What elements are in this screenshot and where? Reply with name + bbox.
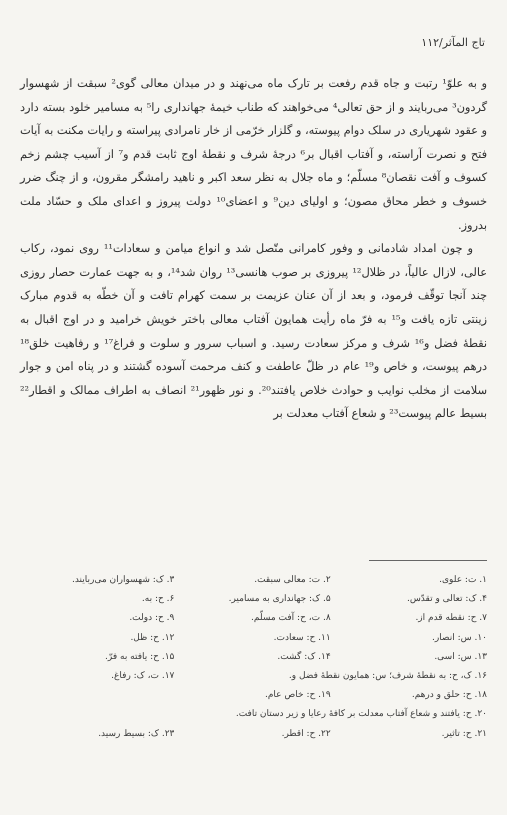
footnote: ۱۲. ح: ظل. xyxy=(130,632,175,643)
footnote: ۷. ح: نقطه قدم از. xyxy=(415,613,487,624)
footnote xyxy=(18,686,174,705)
footnote-long: ۲۰. ح: یافتند و شعاع آفتاب معدلت بر کافهٔ رعایا و زیر دستان تافت. xyxy=(235,709,487,720)
footnote: ۵. ک: جهانداری به مسامیر. xyxy=(228,594,331,605)
footnote: ۲. ت: معالی سبقت. xyxy=(254,575,331,585)
footnote: ۱۱. ح: سعادت. xyxy=(273,632,331,643)
footnote-row xyxy=(18,648,487,667)
footnote: ۱۸. ح: حلق و درهم. xyxy=(411,690,487,701)
footnote: ۴. ک: تعالی و تقدّس. xyxy=(406,594,487,605)
footnote: ۱۷. ت، ک: رفاغ. xyxy=(111,671,175,682)
footnote: ۳. ک: شهسواران می‌ربایند. xyxy=(71,575,175,585)
footnote-row xyxy=(18,609,487,628)
footnote-separator xyxy=(369,560,487,561)
footnote: ۱۰. س: انصار. xyxy=(431,632,487,643)
footnote: ۱۳. س: اسی. xyxy=(434,651,487,662)
footnote-row xyxy=(18,571,487,590)
footnote: ۸. ت، ح: آفت مسلّم. xyxy=(251,613,331,624)
footnote-row xyxy=(18,667,487,686)
paragraph-1: و به علوّ¹ رتبت و جاه قدم رفعت بر تارک ماه می‌نهند و در میدان معالی گوی² سبقت از شهسوار گردون³ می‌ربایند و از حق تعالی⁴ می‌خواهند که طناب خیمهٔ جهانداری را⁵ به مسامیر خلود بسته دارد و عقود شهریاری در سلک دوام پیوسته، و گلزار خرّمی از خار نامرادی پیراسته و رایات مکنت به آیات فتح و نصرت آراسته، و آفتاب اقبال بر⁶ درجهٔ شرف و نقطهٔ اوج ثابت قدم و⁷ از آسیب چشم زخم کسوف و آفت نقصان⁸ مسلّم؛ و ماه جلال به نظر سعد اکبر و ناهید رامشگر مقرون، و از چنگ ضرر خسوف و خطر محاق مصون؛ و اولیای دین⁹ و اعضای¹⁰ دولت پیروز و اعدای ملک و حسّاد ملت بدروز. xyxy=(20,77,488,232)
footnote: ۱۵. ح: یافته به فرّ. xyxy=(105,651,175,662)
footnote: ۱۶. ک، ح: به نقطهٔ شرف؛ س: همایون نقطهٔ فضل و. xyxy=(288,671,487,682)
footnote: ۱۴. ک: گشت. xyxy=(277,651,331,662)
footnote: ۹. ح: دولت. xyxy=(129,613,175,624)
footnote: ۲۳. ک: بسیط رسید. xyxy=(98,728,175,739)
footnote: ۲۲. ح: اقطر. xyxy=(281,728,331,739)
footnote-row xyxy=(18,590,487,609)
footnote-row xyxy=(18,686,487,705)
footnote: ۶. ح: به. xyxy=(141,594,175,605)
footnote-row xyxy=(18,629,487,648)
paragraph-2: و چون امداد شادمانی و وفور کامرانی متّصل شد و انواع میامن و سعادات¹¹ روی نمود، رکاب عالی، لازال عالیاً، در ظلال¹² پیروزی بر صوب هانسی¹³ روان شد¹⁴، و به جهت عمارت حصار روزی چند آنجا توقّف فرمود، و بعد از آن عنان عزیمت بر سمت کهرام تافت و آن خطّه به قدوم مبارک زینتی تازه یافت و¹⁵ به فرّ ماه رأیت همایون آفتاب معالی باختر خویش خرامید و در اوج اقبال به نقطهٔ فضل و¹⁶ شرف و مرکز سعادت رسید. و اسباب سرور و سلوت و فراغ¹⁷ و رفاهیت خلق¹⁸ درهم پیوست، و خاص و¹⁹ عام در ظلّ عاطفت و کنف مرحمت آسوده گشتند و در پناه امن و جوار سلامت از مخلب نوایب و حوادث خلاص یافتند²⁰. و نور ظهور²¹ انصاف به اطراف ممالک و اقطار²² بسیط عالم پیوست²³ و شعاع آفتاب معدلت بر xyxy=(20,242,488,421)
footnotes xyxy=(18,571,487,744)
footnote: ۱۹. ح: خاص عام. xyxy=(264,690,331,701)
footnote: ۱. ت: علوی. xyxy=(439,575,487,585)
main-text xyxy=(20,72,487,426)
footnote-row xyxy=(18,725,487,744)
running-header: تاج المآثر/۱۱۲ xyxy=(421,36,485,49)
footnote: ۲۱. ح: تاثیر. xyxy=(441,728,487,739)
